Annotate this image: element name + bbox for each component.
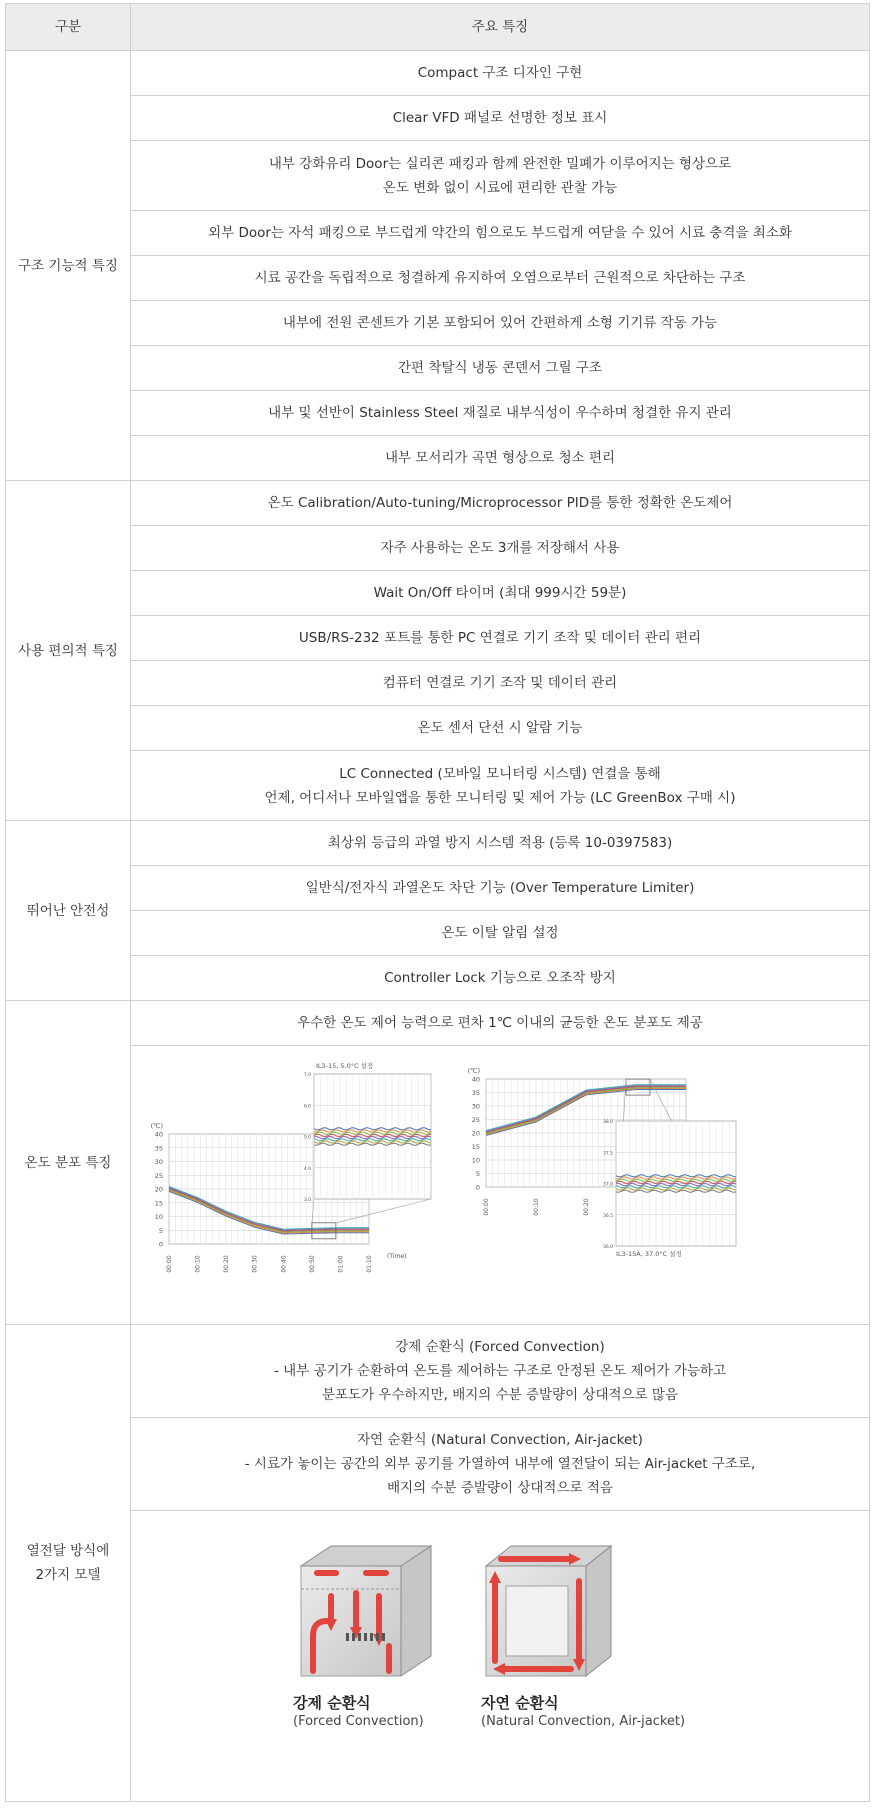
y-tick-label: 20 (471, 1129, 480, 1138)
inset-tick-label: 7.0 (303, 1073, 311, 1078)
category-safety: 뛰어난 안전성 (6, 821, 131, 1001)
table-row (6, 141, 870, 211)
category-line: 2가지 모델 (35, 1567, 101, 1583)
y-tick-label: 10 (154, 1213, 163, 1221)
table-row (6, 571, 870, 616)
y-tick-label: 25 (154, 1171, 163, 1180)
model-illustration-cell (131, 1511, 870, 1802)
forced-caption (293, 1693, 424, 1731)
inset-tick-label: 6.0 (303, 1104, 311, 1110)
category-heat-transfer (6, 1325, 131, 1802)
y-tick-label: 25 (471, 1116, 480, 1124)
table-row (6, 616, 870, 661)
table-row (6, 96, 870, 141)
feature-line: - 내부 공기가 순환하여 온도를 제어하는 구조로 안정된 온도 제어가 가능하고 (273, 1363, 727, 1379)
category-convenience: 사용 편의적 특징 (6, 481, 131, 821)
table-row (6, 661, 870, 706)
y-tick-label: 30 (471, 1102, 480, 1111)
feature-cell: 일반식/전자식 과열온도 차단 기능 (Over Temperature Limiter) (131, 866, 870, 911)
inset-tick-label: 5.0 (303, 1135, 311, 1141)
chart-title: IL3-15A, 37.0°C 설정 (616, 1250, 682, 1258)
natural-convection-diagram (486, 1546, 611, 1676)
category-line: 열전달 방식에 (26, 1543, 110, 1559)
feature-cell: 온도 Calibration/Auto-tuning/Microprocessor PID를 통한 정확한 온도제어 (131, 481, 870, 526)
table-row (6, 51, 870, 96)
feature-cell: Compact 구조 디자인 구현 (131, 51, 870, 96)
feature-cell: USB/RS-232 포트를 통한 PC 연결로 기기 조작 및 데이터 관리 편리 (131, 616, 870, 661)
x-tick-label: 01:10 (366, 1255, 373, 1273)
table-row (6, 866, 870, 911)
category-structure: 구조 기능적 특징 (6, 51, 131, 481)
feature-cell: 내부 및 선반이 Stainless Steel 재질로 내부식성이 우수하며 청결한 유지 관리 (131, 391, 870, 436)
table-row (6, 391, 870, 436)
feature-cell: 외부 Door는 자석 패킹으로 부드럽게 약간의 힘으로도 부드럽게 여닫을 수 있어 시료 충격을 최소화 (131, 211, 870, 256)
x-tick-label: 00:40 (280, 1255, 288, 1273)
table-row (6, 346, 870, 391)
feature-line: 내부 강화유리 Door는 실리콘 패킹과 함께 완전한 밀폐가 이루어지는 형상으로 (268, 155, 732, 172)
feature-cell: 간편 착탈식 냉동 콘덴서 그릴 구조 (131, 346, 870, 391)
feature-line: 분포도가 우수하지만, 배지의 수분 증발량이 상대적으로 많음 (321, 1387, 679, 1403)
table-row (6, 526, 870, 571)
inset-tick-label: 37.0 (602, 1182, 613, 1188)
x-axis-unit: (Time) (387, 1253, 407, 1260)
y-tick-label: 30 (154, 1158, 163, 1166)
feature-cell: 최상위 등급의 과열 방지 시스템 적용 (등록 10-0397583) (131, 821, 870, 866)
x-tick-label: 01:00 (337, 1255, 345, 1273)
convection-illustrations (131, 1511, 875, 1801)
y-axis-unit: (℃) (150, 1122, 163, 1130)
feature-cell (131, 751, 870, 821)
x-tick-label: 00:50 (308, 1255, 316, 1273)
feature-cell: Wait On/Off 타이머 (최대 999시간 59분) (131, 571, 870, 616)
feature-line: 배지의 수분 증발량이 상대적으로 적음 (387, 1480, 613, 1496)
table-row (6, 481, 870, 526)
feature-line: LC Connected (모바일 모니터링 시스템) 연결을 통해 (339, 765, 661, 782)
header-features: 주요 특징 (131, 4, 870, 51)
feature-cell: 자주 사용하는 온도 3개를 저장해서 사용 (131, 526, 870, 571)
natural-caption (481, 1693, 685, 1731)
feature-cell: Clear VFD 패널로 선명한 정보 표시 (131, 96, 870, 141)
y-tick-label: 15 (154, 1199, 163, 1208)
x-tick-label: 00:30 (251, 1255, 259, 1273)
temperature-charts (131, 1046, 875, 1316)
x-tick-label: 00:10 (194, 1255, 202, 1273)
feature-cell: 우수한 온도 제어 능력으로 편차 1℃ 이내의 균등한 온도 분포도 제공 (131, 1001, 870, 1046)
forced-subtitle: (Forced Convection) (293, 1714, 424, 1729)
y-tick-label: 35 (471, 1089, 480, 1097)
table-row (6, 1325, 870, 1418)
feature-cell: 온도 센서 단선 시 알람 기능 (131, 706, 870, 751)
feature-table (5, 3, 870, 1802)
inset-tick-label: 36.5 (602, 1213, 613, 1219)
y-tick-label: 40 (154, 1130, 163, 1139)
feature-line: 강제 순환식 (Forced Convection) (395, 1339, 605, 1355)
natural-title: 자연 순환식 (481, 1694, 559, 1712)
header-row (6, 4, 870, 51)
y-tick-label: 0 (475, 1183, 480, 1192)
table-row (6, 1418, 870, 1511)
feature-cell: Controller Lock 기능으로 오조작 방지 (131, 956, 870, 1001)
header-category: 구분 (6, 4, 131, 51)
table-row (6, 211, 870, 256)
feature-line: 언제, 어디서나 모바일앱을 통한 모니터링 및 제어 가능 (LC GreenBox 구매 시) (264, 789, 736, 806)
table-row (6, 911, 870, 956)
table-row (6, 706, 870, 751)
x-tick-label: 00:00 (166, 1255, 173, 1273)
y-tick-label: 5 (475, 1170, 480, 1178)
table-row (6, 301, 870, 346)
table-row (6, 751, 870, 821)
y-tick-label: 20 (154, 1185, 163, 1194)
table-row (6, 436, 870, 481)
table-row (6, 256, 870, 301)
table-row (6, 1001, 870, 1046)
y-tick-label: 0 (158, 1240, 163, 1249)
feature-cell: 내부 모서리가 곡면 형상으로 청소 편리 (131, 436, 870, 481)
y-tick-label: 5 (158, 1226, 163, 1235)
natural-subtitle: (Natural Convection, Air-jacket) (481, 1714, 686, 1729)
feature-line: 온도 변화 없이 시료에 편리한 관찰 가능 (382, 179, 618, 196)
y-tick-label: 10 (471, 1156, 480, 1165)
table-row (6, 1046, 870, 1325)
x-tick-label: 00:10 (533, 1198, 540, 1216)
category-distribution: 온도 분포 특징 (6, 1001, 131, 1325)
y-tick-label: 40 (471, 1075, 480, 1084)
feature-cell: 컴퓨터 연결로 기기 조작 및 데이터 관리 (131, 661, 870, 706)
x-tick-label: 00:20 (583, 1198, 590, 1216)
y-tick-label: 35 (154, 1144, 163, 1153)
feature-cell (131, 1418, 870, 1511)
chart-title: IL3-15, 5.0°C 설정 (316, 1062, 374, 1070)
inset-tick-label: 4.0 (303, 1166, 311, 1172)
inset-tick-label: 37.5 (602, 1151, 613, 1157)
feature-cell (131, 141, 870, 211)
feature-cell: 시료 공간을 독립적으로 청결하게 유지하여 오염으로부터 근원적으로 차단하는 구조 (131, 256, 870, 301)
forced-title: 강제 순환식 (293, 1694, 371, 1712)
feature-line: - 시료가 놓이는 공간의 외부 공기를 가열하여 내부에 열전달이 되는 Air-jacket 구조로, (244, 1456, 756, 1472)
y-axis-unit: (℃) (467, 1067, 480, 1075)
chart-cell (131, 1046, 870, 1325)
feature-cell (131, 1325, 870, 1418)
inset-tick-label: 3.0 (303, 1198, 311, 1203)
table-row (6, 1511, 870, 1802)
inset-tick-label: 36.0 (602, 1245, 613, 1250)
table-row (6, 956, 870, 1001)
feature-cell: 내부에 전원 콘센트가 기본 포함되어 있어 간편하게 소형 기기류 작동 가능 (131, 301, 870, 346)
table-row (6, 821, 870, 866)
forced-convection-diagram (301, 1546, 431, 1676)
feature-line: 자연 순환식 (Natural Convection, Air-jacket) (357, 1432, 643, 1448)
feature-cell: 온도 이탈 알림 설정 (131, 911, 870, 956)
x-tick-label: 00:20 (223, 1255, 231, 1273)
y-tick-label: 15 (471, 1143, 480, 1151)
inset-tick-label: 38.0 (602, 1120, 613, 1125)
x-tick-label: 00:00 (483, 1198, 490, 1216)
